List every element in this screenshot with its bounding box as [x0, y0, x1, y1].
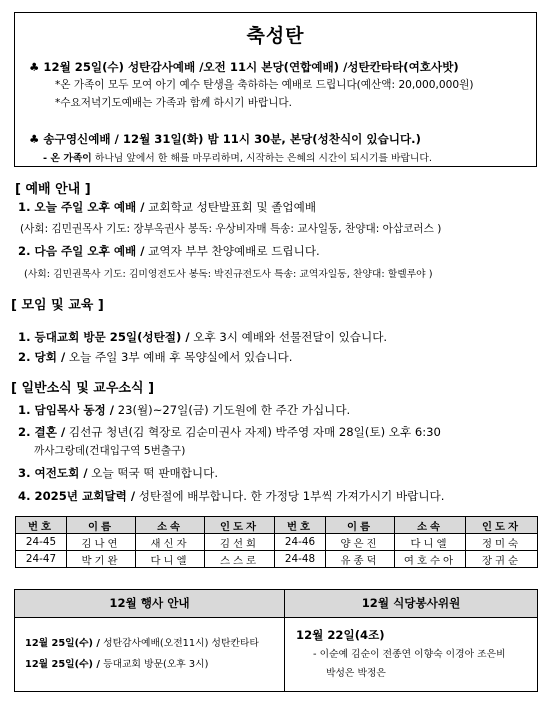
- meeting-item-1-text: 오후 3시 예배와 선물전달이 있습니다.: [189, 330, 388, 344]
- christmas-service-note-2: *수요저녁기도예배는 가족과 함께 하시기 바랍니다.: [55, 97, 293, 109]
- meeting-item-2-label: 2. 당회 /: [18, 350, 66, 364]
- christmas-service-item: ♣ 12월 25일(수) 성탄감사예배 /오전 11시 본당(연합예배) /성탄칸타타(여호사밧): [29, 60, 459, 74]
- table-row: [16, 534, 538, 551]
- table-cell: 양은진: [326, 534, 395, 551]
- service-members-2: 박성은 박정은: [326, 668, 386, 679]
- column-header: 소속: [136, 517, 205, 534]
- table-cell: 새신자: [136, 534, 205, 551]
- news-item-1-text: 23(월)~27일(금) 기도원에 한 주간 가십니다.: [114, 403, 351, 417]
- column-header: 이름: [67, 517, 136, 534]
- news-item-3-text: 오늘 떡국 떡 판매합니다.: [87, 466, 219, 480]
- news-item-2-label: 2. 결혼 /: [18, 425, 66, 439]
- new-year-note-emphasis: - 온 가족이: [43, 153, 92, 164]
- table-cell: 다니엘: [136, 551, 205, 568]
- worship-item-1-label: 1. 오늘 주일 오후 예배 /: [18, 200, 145, 214]
- news-item-4: [18, 488, 444, 504]
- news-item-2: [18, 424, 441, 440]
- new-year-service-item: ♣ 송구영신예배 / 12월 31일(화) 밤 11시 30분, 본당(성찬식이 있습니다.): [29, 132, 421, 146]
- meeting-item-2: [18, 349, 292, 365]
- table-header-row: [16, 517, 538, 534]
- column-header: 소속: [395, 517, 466, 534]
- news-heading: [ 일반소식 및 교우소식 ]: [11, 381, 155, 396]
- table-cell: 24-46: [275, 534, 326, 551]
- worship-item-2-text: 교역자 부부 찬양예배로 드립니다.: [144, 244, 320, 258]
- worship-item-2-label: 2. 다음 주일 오후 예배 /: [18, 244, 145, 258]
- table-cell: 김선희: [205, 534, 275, 551]
- new-year-note-text: 하나님 앞에서 한 해를 마무리하며, 시작하는 은혜의 시간이 되시기를 바랍니다.: [91, 153, 432, 164]
- worship-heading: [ 예배 안내 ]: [15, 182, 91, 197]
- service-header: 12월 식당봉사위원: [285, 590, 537, 618]
- events-header: 12월 행사 안내: [15, 590, 284, 618]
- table-cell: 24-47: [16, 551, 67, 568]
- news-item-4-text: 성탄절에 배부합니다. 한 가정당 1부씩 가져가시기 바랍니다.: [135, 489, 445, 503]
- table-cell: 24-45: [16, 534, 67, 551]
- table-cell: 장귀순: [466, 551, 538, 568]
- new-year-service-note: [43, 150, 432, 164]
- december-info-box: [14, 589, 538, 692]
- worship-item-1: [18, 199, 316, 215]
- event-item-2: [25, 656, 208, 670]
- event-item-2-text: 등대교회 방문(오후 3시): [100, 659, 209, 670]
- new-member-table: [15, 516, 538, 568]
- worship-item-1-text: 교회학교 성탄발표회 및 졸업예배: [144, 200, 317, 214]
- worship-item-2: [18, 243, 320, 259]
- table-cell: 박기완: [67, 551, 136, 568]
- notice-title: 축성탄: [246, 25, 305, 47]
- news-item-2-continued: 까사그랑데(건대입구역 5번출구): [34, 445, 186, 457]
- event-item-1: [25, 635, 259, 649]
- event-item-1-date: 12월 25일(수) /: [25, 638, 101, 649]
- news-item-1: [18, 402, 350, 418]
- news-item-2-text: 김선규 청년(김 혁장로 김순미권사 자제) 박주영 자매 28일(토) 오후 6:30: [65, 425, 441, 439]
- meeting-heading: [ 모임 및 교육 ]: [11, 298, 104, 313]
- event-item-2-date: 12월 25일(수) /: [25, 659, 101, 670]
- column-header: 인도자: [466, 517, 538, 534]
- christmas-notice-box: [14, 12, 537, 167]
- table-cell: 24-48: [275, 551, 326, 568]
- meeting-item-1: [18, 329, 387, 345]
- column-header: 이름: [326, 517, 395, 534]
- news-item-3: [18, 465, 218, 481]
- table-cell: 김나연: [67, 534, 136, 551]
- service-members-1: - 이순예 김순이 전종연 이향숙 이경아 조은비: [313, 649, 506, 660]
- table-cell: 유종덕: [326, 551, 395, 568]
- table-row: [16, 551, 538, 568]
- table-cell: 정미숙: [466, 534, 538, 551]
- service-date: 12월 22일(4조): [296, 628, 385, 642]
- table-cell: 여호수아: [395, 551, 466, 568]
- table-cell: 다니엘: [395, 534, 466, 551]
- event-item-1-text: 성탄감사예배(오전11시) 성탄칸타타: [100, 638, 259, 649]
- news-item-1-label: 1. 담임목사 동정 /: [18, 403, 115, 417]
- column-header: 번호: [16, 517, 67, 534]
- news-item-3-label: 3. 여전도회 /: [18, 466, 88, 480]
- column-divider: [284, 590, 285, 691]
- news-item-4-label: 4. 2025년 교회달력 /: [18, 489, 136, 503]
- meeting-item-1-label: 1. 등대교회 방문 25일(성탄절) /: [18, 330, 190, 344]
- column-header: 인도자: [205, 517, 275, 534]
- worship-item-2-detail: (사회: 김민권목사 기도: 김미영전도사 봉독: 박진규전도사 특송: 교역자일동, 찬양대: 할렐루야 ): [24, 269, 433, 280]
- column-header: 번호: [275, 517, 326, 534]
- christmas-service-note-1: *온 가족이 모두 모여 아기 예수 탄생을 축하하는 예배로 드립니다(예산액: 20,000,000원): [55, 79, 474, 91]
- worship-item-1-detail: (사회: 김민권목사 기도: 장부옥권사 봉독: 우상비자매 특송: 교사일동, 찬양대: 아삽코러스 ): [20, 223, 442, 235]
- table-cell: 스스로: [205, 551, 275, 568]
- meeting-item-2-text: 오늘 주일 3부 예배 후 목양실에서 있습니다.: [65, 350, 293, 364]
